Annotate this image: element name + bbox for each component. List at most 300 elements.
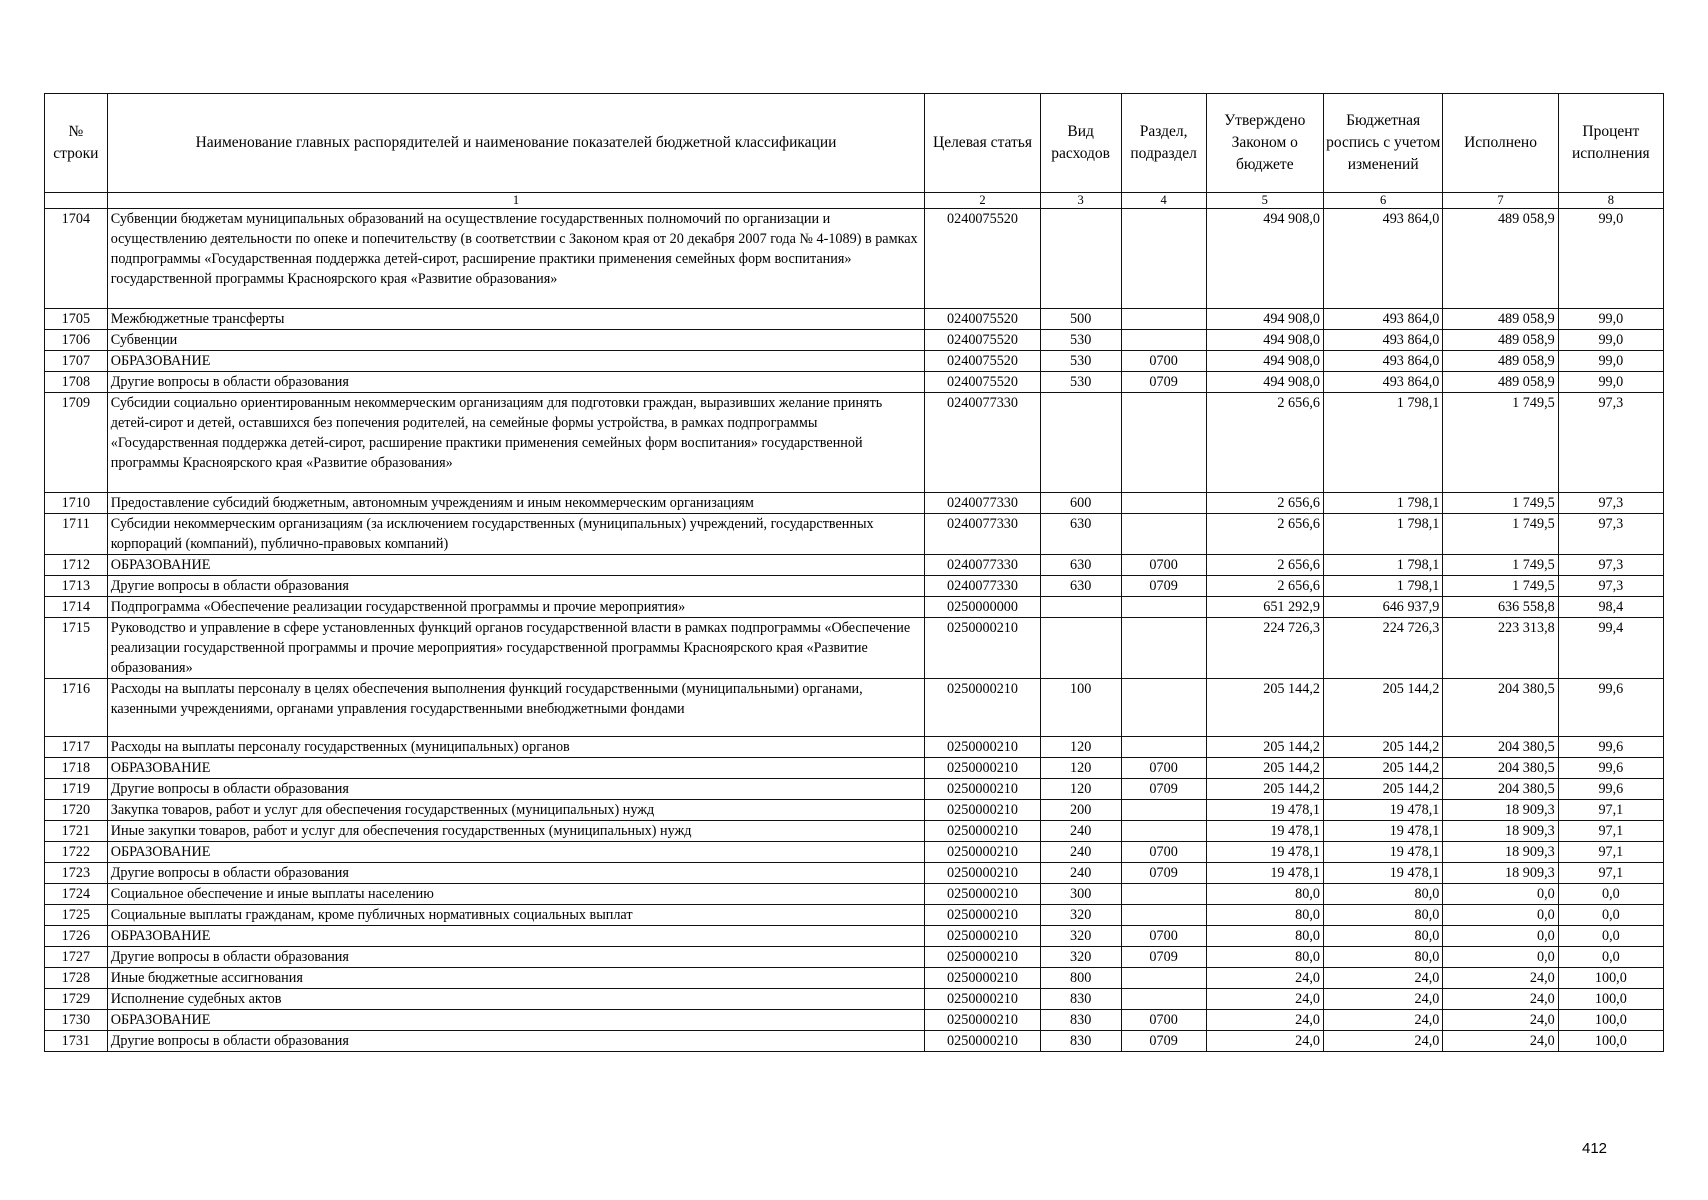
row-section — [1121, 493, 1206, 514]
row-target-article: 0250000210 — [925, 821, 1040, 842]
table-body — [45, 209, 1664, 1052]
row-number: 1723 — [45, 863, 108, 884]
row-expense-kind: 830 — [1040, 989, 1121, 1010]
row-name: ОБРАЗОВАНИЕ — [107, 926, 925, 947]
table-row — [45, 514, 1664, 555]
row-section — [1121, 514, 1206, 555]
row-budget-plan: 493 864,0 — [1323, 372, 1442, 393]
row-section — [1121, 618, 1206, 679]
row-target-article: 0250000210 — [925, 800, 1040, 821]
row-name: Расходы на выплаты персоналу государственных (муниципальных) органов — [107, 737, 925, 758]
table-row — [45, 884, 1664, 905]
row-name: ОБРАЗОВАНИЕ — [107, 555, 925, 576]
row-expense-kind: 300 — [1040, 884, 1121, 905]
row-percent: 97,3 — [1558, 493, 1663, 514]
row-name: Иные закупки товаров, работ и услуг для обеспечения государственных (муниципальных) нужд — [107, 821, 925, 842]
row-section — [1121, 679, 1206, 737]
row-executed: 1 749,5 — [1443, 514, 1558, 555]
row-budget-plan: 205 144,2 — [1323, 737, 1442, 758]
row-target-article: 0250000210 — [925, 968, 1040, 989]
table-row — [45, 351, 1664, 372]
table-row — [45, 576, 1664, 597]
table-row — [45, 800, 1664, 821]
row-percent: 97,3 — [1558, 555, 1663, 576]
row-percent: 97,1 — [1558, 800, 1663, 821]
table-row — [45, 758, 1664, 779]
column-number: 2 — [925, 193, 1040, 209]
table-row — [45, 779, 1664, 800]
row-target-article: 0240075520 — [925, 330, 1040, 351]
row-section — [1121, 884, 1206, 905]
row-approved: 2 656,6 — [1206, 514, 1323, 555]
table-row — [45, 679, 1664, 737]
row-percent: 0,0 — [1558, 884, 1663, 905]
row-number: 1720 — [45, 800, 108, 821]
row-name: ОБРАЗОВАНИЕ — [107, 1010, 925, 1031]
row-approved: 2 656,6 — [1206, 393, 1323, 493]
row-executed: 0,0 — [1443, 947, 1558, 968]
row-number: 1704 — [45, 209, 108, 309]
row-section: 0700 — [1121, 842, 1206, 863]
row-name: Субвенции — [107, 330, 925, 351]
row-name: Исполнение судебных актов — [107, 989, 925, 1010]
row-name: Другие вопросы в области образования — [107, 576, 925, 597]
row-section — [1121, 597, 1206, 618]
row-approved: 24,0 — [1206, 968, 1323, 989]
row-target-article: 0250000210 — [925, 1010, 1040, 1031]
row-expense-kind: 240 — [1040, 821, 1121, 842]
row-expense-kind: 320 — [1040, 926, 1121, 947]
column-number: 1 — [107, 193, 925, 209]
row-budget-plan: 493 864,0 — [1323, 209, 1442, 309]
row-expense-kind: 240 — [1040, 842, 1121, 863]
row-target-article: 0240077330 — [925, 555, 1040, 576]
row-executed: 204 380,5 — [1443, 737, 1558, 758]
row-target-article: 0240077330 — [925, 576, 1040, 597]
row-target-article: 0250000210 — [925, 947, 1040, 968]
table-row — [45, 821, 1664, 842]
column-number: 8 — [1558, 193, 1663, 209]
row-expense-kind: 630 — [1040, 576, 1121, 597]
row-percent: 97,1 — [1558, 842, 1663, 863]
row-percent: 100,0 — [1558, 989, 1663, 1010]
row-budget-plan: 205 144,2 — [1323, 779, 1442, 800]
budget-table — [44, 93, 1664, 1052]
row-budget-plan: 80,0 — [1323, 926, 1442, 947]
row-executed: 18 909,3 — [1443, 842, 1558, 863]
row-target-article: 0250000210 — [925, 905, 1040, 926]
row-percent: 98,4 — [1558, 597, 1663, 618]
row-section — [1121, 737, 1206, 758]
row-number: 1726 — [45, 926, 108, 947]
row-percent: 100,0 — [1558, 968, 1663, 989]
row-number: 1717 — [45, 737, 108, 758]
row-budget-plan: 24,0 — [1323, 1010, 1442, 1031]
row-expense-kind: 320 — [1040, 905, 1121, 926]
row-target-article: 0240075520 — [925, 351, 1040, 372]
row-executed: 204 380,5 — [1443, 779, 1558, 800]
row-expense-kind: 600 — [1040, 493, 1121, 514]
row-executed: 18 909,3 — [1443, 821, 1558, 842]
row-name: Руководство и управление в сфере установленных функций органов государственной власти в рамках подпрограммы «Обеспечение реализации государственной программы и прочие мероприятия» государственной программы Красноярского края «Развитие образования» — [107, 618, 925, 679]
row-number: 1721 — [45, 821, 108, 842]
row-number: 1714 — [45, 597, 108, 618]
row-budget-plan: 205 144,2 — [1323, 679, 1442, 737]
row-number: 1724 — [45, 884, 108, 905]
row-approved: 205 144,2 — [1206, 737, 1323, 758]
row-expense-kind: 830 — [1040, 1010, 1121, 1031]
table-row — [45, 493, 1664, 514]
row-expense-kind — [1040, 618, 1121, 679]
table-row — [45, 989, 1664, 1010]
row-percent: 99,0 — [1558, 351, 1663, 372]
row-approved: 494 908,0 — [1206, 372, 1323, 393]
row-expense-kind: 530 — [1040, 351, 1121, 372]
row-executed: 1 749,5 — [1443, 493, 1558, 514]
row-executed: 0,0 — [1443, 905, 1558, 926]
row-name: Межбюджетные трансферты — [107, 309, 925, 330]
row-executed: 489 058,9 — [1443, 309, 1558, 330]
row-name: Иные бюджетные ассигнования — [107, 968, 925, 989]
row-approved: 205 144,2 — [1206, 758, 1323, 779]
row-budget-plan: 205 144,2 — [1323, 758, 1442, 779]
row-approved: 205 144,2 — [1206, 779, 1323, 800]
row-percent: 97,3 — [1558, 393, 1663, 493]
row-percent: 99,6 — [1558, 758, 1663, 779]
row-executed: 24,0 — [1443, 989, 1558, 1010]
row-executed: 204 380,5 — [1443, 679, 1558, 737]
row-budget-plan: 80,0 — [1323, 905, 1442, 926]
row-executed: 489 058,9 — [1443, 351, 1558, 372]
table-row — [45, 926, 1664, 947]
row-percent: 99,4 — [1558, 618, 1663, 679]
row-number: 1718 — [45, 758, 108, 779]
row-budget-plan: 19 478,1 — [1323, 842, 1442, 863]
row-budget-plan: 493 864,0 — [1323, 309, 1442, 330]
row-target-article: 0250000210 — [925, 863, 1040, 884]
row-number: 1715 — [45, 618, 108, 679]
row-expense-kind: 120 — [1040, 758, 1121, 779]
row-number: 1719 — [45, 779, 108, 800]
row-section — [1121, 905, 1206, 926]
header-budget-plan: Бюджетная роспись с учетом изменений — [1323, 94, 1442, 193]
row-expense-kind: 530 — [1040, 372, 1121, 393]
row-expense-kind: 500 — [1040, 309, 1121, 330]
row-approved: 651 292,9 — [1206, 597, 1323, 618]
row-budget-plan: 646 937,9 — [1323, 597, 1442, 618]
row-budget-plan: 19 478,1 — [1323, 821, 1442, 842]
row-target-article: 0250000210 — [925, 737, 1040, 758]
row-approved: 205 144,2 — [1206, 679, 1323, 737]
row-name: Предоставление субсидий бюджетным, автономным учреждениям и иным некоммерческим организациям — [107, 493, 925, 514]
header-percent: Процент исполнения — [1558, 94, 1663, 193]
row-approved: 494 908,0 — [1206, 330, 1323, 351]
row-percent: 100,0 — [1558, 1031, 1663, 1052]
row-percent: 97,3 — [1558, 576, 1663, 597]
header-section: Раздел, подраздел — [1121, 94, 1206, 193]
row-expense-kind: 240 — [1040, 863, 1121, 884]
row-target-article: 0240075520 — [925, 309, 1040, 330]
row-target-article: 0250000210 — [925, 618, 1040, 679]
row-target-article: 0250000210 — [925, 926, 1040, 947]
row-target-article: 0250000210 — [925, 679, 1040, 737]
row-section: 0700 — [1121, 1010, 1206, 1031]
row-number: 1716 — [45, 679, 108, 737]
row-executed: 223 313,8 — [1443, 618, 1558, 679]
row-section — [1121, 209, 1206, 309]
row-section — [1121, 968, 1206, 989]
column-number: 3 — [1040, 193, 1121, 209]
row-percent: 0,0 — [1558, 947, 1663, 968]
row-budget-plan: 1 798,1 — [1323, 576, 1442, 597]
row-approved: 19 478,1 — [1206, 821, 1323, 842]
row-target-article: 0240077330 — [925, 493, 1040, 514]
row-section: 0709 — [1121, 1031, 1206, 1052]
table-row — [45, 393, 1664, 493]
row-section: 0700 — [1121, 758, 1206, 779]
row-target-article: 0240077330 — [925, 514, 1040, 555]
row-budget-plan: 224 726,3 — [1323, 618, 1442, 679]
row-section — [1121, 800, 1206, 821]
table-row — [45, 618, 1664, 679]
row-approved: 19 478,1 — [1206, 842, 1323, 863]
row-section: 0709 — [1121, 576, 1206, 597]
row-percent: 99,0 — [1558, 330, 1663, 351]
row-name: Другие вопросы в области образования — [107, 1031, 925, 1052]
row-section: 0709 — [1121, 372, 1206, 393]
row-target-article: 0250000210 — [925, 989, 1040, 1010]
row-number: 1705 — [45, 309, 108, 330]
column-number: 7 — [1443, 193, 1558, 209]
row-expense-kind: 200 — [1040, 800, 1121, 821]
row-percent: 97,3 — [1558, 514, 1663, 555]
row-name: Другие вопросы в области образования — [107, 779, 925, 800]
row-target-article: 0250000210 — [925, 779, 1040, 800]
row-section — [1121, 309, 1206, 330]
row-name: Социальные выплаты гражданам, кроме публичных нормативных социальных выплат — [107, 905, 925, 926]
header-kind: Вид расходов — [1040, 94, 1121, 193]
column-number: 6 — [1323, 193, 1442, 209]
row-expense-kind: 100 — [1040, 679, 1121, 737]
column-numbers-row — [45, 193, 1664, 209]
row-section — [1121, 821, 1206, 842]
row-number: 1709 — [45, 393, 108, 493]
row-budget-plan: 19 478,1 — [1323, 863, 1442, 884]
row-percent: 100,0 — [1558, 1010, 1663, 1031]
row-approved: 494 908,0 — [1206, 309, 1323, 330]
row-number: 1731 — [45, 1031, 108, 1052]
page-number: 412 — [1582, 1140, 1608, 1157]
row-approved: 24,0 — [1206, 989, 1323, 1010]
row-name: ОБРАЗОВАНИЕ — [107, 758, 925, 779]
row-percent: 0,0 — [1558, 926, 1663, 947]
row-number: 1722 — [45, 842, 108, 863]
row-section — [1121, 393, 1206, 493]
row-name: ОБРАЗОВАНИЕ — [107, 842, 925, 863]
column-number: 4 — [1121, 193, 1206, 209]
row-target-article: 0250000210 — [925, 884, 1040, 905]
row-executed: 489 058,9 — [1443, 330, 1558, 351]
row-expense-kind — [1040, 209, 1121, 309]
row-executed: 18 909,3 — [1443, 800, 1558, 821]
row-approved: 24,0 — [1206, 1010, 1323, 1031]
row-number: 1710 — [45, 493, 108, 514]
row-section: 0709 — [1121, 863, 1206, 884]
column-number-blank — [45, 193, 108, 209]
row-name: Другие вопросы в области образования — [107, 863, 925, 884]
row-executed: 204 380,5 — [1443, 758, 1558, 779]
header-name: Наименование главных распорядителей и наименование показателей бюджетной классификации — [107, 94, 925, 193]
row-executed: 489 058,9 — [1443, 209, 1558, 309]
row-target-article: 0250000210 — [925, 758, 1040, 779]
row-budget-plan: 493 864,0 — [1323, 351, 1442, 372]
row-name: ОБРАЗОВАНИЕ — [107, 351, 925, 372]
row-budget-plan: 1 798,1 — [1323, 393, 1442, 493]
row-number: 1708 — [45, 372, 108, 393]
row-number: 1727 — [45, 947, 108, 968]
row-number: 1730 — [45, 1010, 108, 1031]
row-expense-kind: 120 — [1040, 737, 1121, 758]
row-percent: 99,6 — [1558, 737, 1663, 758]
row-approved: 19 478,1 — [1206, 863, 1323, 884]
row-expense-kind: 120 — [1040, 779, 1121, 800]
row-executed: 0,0 — [1443, 926, 1558, 947]
column-number: 5 — [1206, 193, 1323, 209]
row-number: 1725 — [45, 905, 108, 926]
row-expense-kind: 320 — [1040, 947, 1121, 968]
row-approved: 2 656,6 — [1206, 493, 1323, 514]
row-target-article: 0240077330 — [925, 393, 1040, 493]
row-budget-plan: 24,0 — [1323, 989, 1442, 1010]
table-row — [45, 968, 1664, 989]
row-name: Субсидии социально ориентированным некоммерческим организациям для подготовки граждан, выразивших желание принять детей-сирот и детей, оставшихся без попечения родителей, на семейные формы устройства, в рамках подпрограммы «Государственная поддержка детей-сирот, расширение практики применения семейных форм воспитания» государственной программы Красноярского края «Развитие образования» — [107, 393, 925, 493]
row-number: 1706 — [45, 330, 108, 351]
row-executed: 24,0 — [1443, 1031, 1558, 1052]
row-name: Другие вопросы в области образования — [107, 947, 925, 968]
row-target-article: 0250000000 — [925, 597, 1040, 618]
row-approved: 494 908,0 — [1206, 351, 1323, 372]
header-row-no: № строки — [45, 94, 108, 193]
row-number: 1707 — [45, 351, 108, 372]
row-percent: 99,0 — [1558, 309, 1663, 330]
table-row — [45, 597, 1664, 618]
row-approved: 224 726,3 — [1206, 618, 1323, 679]
row-approved: 80,0 — [1206, 905, 1323, 926]
row-budget-plan: 1 798,1 — [1323, 493, 1442, 514]
table-row — [45, 1010, 1664, 1031]
row-section: 0700 — [1121, 555, 1206, 576]
header-row — [45, 94, 1664, 193]
row-expense-kind: 800 — [1040, 968, 1121, 989]
table-row — [45, 737, 1664, 758]
row-section: 0709 — [1121, 947, 1206, 968]
row-section — [1121, 330, 1206, 351]
row-name: Социальное обеспечение и иные выплаты населению — [107, 884, 925, 905]
row-name: Закупка товаров, работ и услуг для обеспечения государственных (муниципальных) нужд — [107, 800, 925, 821]
row-approved: 19 478,1 — [1206, 800, 1323, 821]
row-expense-kind — [1040, 597, 1121, 618]
row-budget-plan: 24,0 — [1323, 968, 1442, 989]
table-row — [45, 1031, 1664, 1052]
row-percent: 97,1 — [1558, 821, 1663, 842]
table-row — [45, 309, 1664, 330]
row-expense-kind — [1040, 393, 1121, 493]
row-executed: 24,0 — [1443, 1010, 1558, 1031]
table-row — [45, 947, 1664, 968]
row-target-article: 0240075520 — [925, 372, 1040, 393]
row-expense-kind: 630 — [1040, 514, 1121, 555]
row-executed: 636 558,8 — [1443, 597, 1558, 618]
row-budget-plan: 24,0 — [1323, 1031, 1442, 1052]
table-row — [45, 330, 1664, 351]
row-name: Субвенции бюджетам муниципальных образований на осуществление государственных полномочий по организации и осуществлению деятельности по опеке и попечительству (в соответствии с Законом края от 20 декабря 2007 года № 4-1089) в рамках подпрограммы «Государственная поддержка детей-сирот, расширение практики применения семейных форм воспитания» государственной программы Красноярского края «Развитие образования» — [107, 209, 925, 309]
row-budget-plan: 1 798,1 — [1323, 555, 1442, 576]
row-section — [1121, 989, 1206, 1010]
table-row — [45, 555, 1664, 576]
row-percent: 99,0 — [1558, 372, 1663, 393]
row-name: Подпрограмма «Обеспечение реализации государственной программы и прочие мероприятия» — [107, 597, 925, 618]
header-target: Целевая статья — [925, 94, 1040, 193]
row-percent: 0,0 — [1558, 905, 1663, 926]
row-expense-kind: 630 — [1040, 555, 1121, 576]
row-name: Расходы на выплаты персоналу в целях обеспечения выполнения функций государственными (муниципальными) органами, казенными учреждениями, органами управления государственными внебюджетными фондами — [107, 679, 925, 737]
row-approved: 2 656,6 — [1206, 576, 1323, 597]
row-number: 1729 — [45, 989, 108, 1010]
row-number: 1711 — [45, 514, 108, 555]
row-approved: 24,0 — [1206, 1031, 1323, 1052]
row-executed: 1 749,5 — [1443, 393, 1558, 493]
row-approved: 80,0 — [1206, 884, 1323, 905]
row-expense-kind: 530 — [1040, 330, 1121, 351]
row-number: 1712 — [45, 555, 108, 576]
row-budget-plan: 80,0 — [1323, 884, 1442, 905]
row-expense-kind: 830 — [1040, 1031, 1121, 1052]
row-approved: 80,0 — [1206, 926, 1323, 947]
row-section: 0700 — [1121, 926, 1206, 947]
row-approved: 80,0 — [1206, 947, 1323, 968]
row-executed: 24,0 — [1443, 968, 1558, 989]
row-executed: 489 058,9 — [1443, 372, 1558, 393]
row-number: 1728 — [45, 968, 108, 989]
row-approved: 2 656,6 — [1206, 555, 1323, 576]
header-approved: Утверждено Законом о бюджете — [1206, 94, 1323, 193]
table-row — [45, 372, 1664, 393]
row-executed: 1 749,5 — [1443, 555, 1558, 576]
row-percent: 99,6 — [1558, 779, 1663, 800]
row-budget-plan: 19 478,1 — [1323, 800, 1442, 821]
row-budget-plan: 80,0 — [1323, 947, 1442, 968]
table-row — [45, 905, 1664, 926]
row-budget-plan: 1 798,1 — [1323, 514, 1442, 555]
row-section: 0700 — [1121, 351, 1206, 372]
row-target-article: 0250000210 — [925, 1031, 1040, 1052]
row-percent: 99,0 — [1558, 209, 1663, 309]
row-budget-plan: 493 864,0 — [1323, 330, 1442, 351]
row-percent: 99,6 — [1558, 679, 1663, 737]
row-target-article: 0240075520 — [925, 209, 1040, 309]
row-executed: 0,0 — [1443, 884, 1558, 905]
row-name: Другие вопросы в области образования — [107, 372, 925, 393]
row-target-article: 0250000210 — [925, 842, 1040, 863]
header-executed: Исполнено — [1443, 94, 1558, 193]
row-approved: 494 908,0 — [1206, 209, 1323, 309]
row-percent: 97,1 — [1558, 863, 1663, 884]
table-row — [45, 209, 1664, 309]
row-name: Субсидии некоммерческим организациям (за исключением государственных (муниципальных) учреждений, государственных корпораций (компаний), публично-правовых компаний) — [107, 514, 925, 555]
table-row — [45, 863, 1664, 884]
row-executed: 18 909,3 — [1443, 863, 1558, 884]
row-section: 0709 — [1121, 779, 1206, 800]
